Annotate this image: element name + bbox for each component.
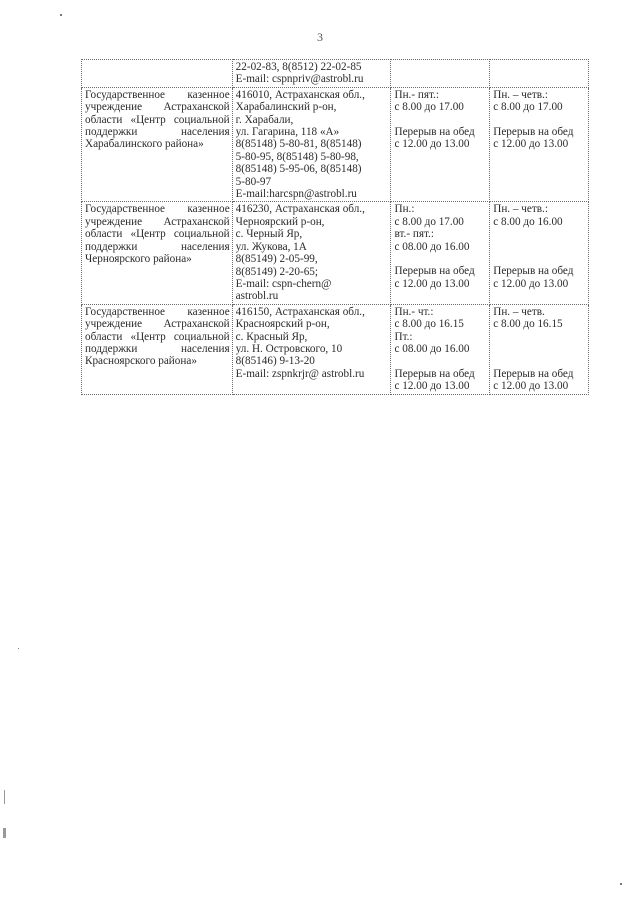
phone-line: 5-80-97 <box>235 175 272 188</box>
schedule-cell <box>490 87 589 202</box>
schedule-days: Пт.: <box>394 330 413 343</box>
schedule-cell <box>391 87 490 202</box>
phone-line: 8(85149) 2-05-99, <box>235 253 318 266</box>
schedule-hours: с 8.00 до 17.00 <box>493 101 563 114</box>
scan-speck <box>4 790 5 804</box>
org-cell: Государственное казенное учреждение Астраханской области «Центр социальной поддержки населения Черноярского района» <box>82 202 233 304</box>
scan-speck <box>620 883 622 885</box>
address-line: Харабалинский р-он, <box>235 101 337 114</box>
address-line: ул. Н. Островского, 10 <box>235 342 343 355</box>
schedule-days: Пн.- пят.: <box>394 88 439 101</box>
phone-line: 8(85148) 5-80-81, 8(85148) <box>235 138 362 151</box>
schedule-days: Пн. – четв.: <box>493 203 548 216</box>
address-cell <box>232 304 391 394</box>
org-cell: Государственное казенное учреждение Астраханской области «Центр социальной поддержки населения Харабалинского района» <box>82 87 233 202</box>
schedule-days: Пн. – четв.: <box>493 88 548 101</box>
break-hours: с 12.00 до 13.00 <box>493 380 569 393</box>
schedule-cell <box>490 202 589 304</box>
table-row <box>82 60 589 88</box>
address-line: Красноярский р-он, <box>235 318 330 331</box>
address-line: 22-02-83, 8(8512) 22-02-85 <box>235 61 362 73</box>
schedule-cell <box>490 304 589 394</box>
schedule-hours: с 8.00 до 16.15 <box>493 318 563 331</box>
break-hours: с 12.00 до 13.00 <box>394 380 470 393</box>
schedule-hours: с 8.00 до 17.00 <box>394 101 464 114</box>
org-cell: Государственное казенное учреждение Астраханской области «Центр социальной поддержки населения Красноярского района» <box>82 304 233 394</box>
email-line: E-mail:harcspn@astrobl.ru <box>235 188 357 201</box>
phone-line: 8(85148) 5-95-06, 8(85148) <box>235 163 362 176</box>
schedule-days: Пн.- чт.: <box>394 305 434 318</box>
address-line: 416150, Астраханская обл., <box>235 305 365 318</box>
schedule-days: Пн. – четв. <box>493 305 545 318</box>
schedule-days: вт.- пят.: <box>394 228 434 241</box>
scan-speck <box>18 648 19 649</box>
break-hours: с 12.00 до 13.00 <box>493 138 569 151</box>
address-line: с. Черный Яр, <box>235 228 303 241</box>
phone-line: 8(85146) 9-13-20 <box>235 355 315 368</box>
email-line: astrobl.ru <box>235 290 279 303</box>
schedule-hours: с 08.00 до 16.00 <box>394 342 470 355</box>
address-cell <box>232 202 391 304</box>
address-line: с. Красный Яр, <box>235 330 308 343</box>
schedule-hours: с 8.00 до 16.15 <box>394 318 464 331</box>
schedule-cell <box>391 60 490 88</box>
address-cell <box>232 87 391 202</box>
break-label: Перерыв на обед <box>493 126 574 139</box>
address-line: 416010, Астраханская обл., <box>235 88 365 101</box>
schedule-hours: с 8.00 до 16.00 <box>493 215 563 228</box>
page-number: 3 <box>317 30 323 44</box>
table-row <box>82 202 589 304</box>
break-label: Перерыв на обед <box>493 265 574 278</box>
break-label: Перерыв на обед <box>394 265 475 278</box>
address-line: г. Харабали, <box>235 113 294 126</box>
phone-line: 8(85149) 2-20-65; <box>235 265 319 278</box>
scan-speck <box>3 828 6 838</box>
email-line: E-mail: cspnpriv@astrobl.ru <box>235 73 364 86</box>
institutions-table <box>81 59 589 395</box>
email-line: E-mail: zspnkrjr@ astrobl.ru <box>235 367 365 380</box>
org-cell <box>82 60 233 88</box>
break-hours: с 12.00 до 13.00 <box>493 277 569 290</box>
schedule-hours: с 08.00 до 16.00 <box>394 240 470 253</box>
break-label: Перерыв на обед <box>394 367 475 380</box>
email-line: E-mail: cspn-chern@ <box>235 277 332 290</box>
break-label: Перерыв на обед <box>394 126 475 139</box>
table-row <box>82 304 589 394</box>
break-hours: с 12.00 до 13.00 <box>394 277 470 290</box>
schedule-cell <box>391 304 490 394</box>
address-line: ул. Гагарина, 118 «А» <box>235 126 340 139</box>
break-label: Перерыв на обед <box>493 367 574 380</box>
schedule-cell <box>490 60 589 88</box>
schedule-cell <box>391 202 490 304</box>
scan-speck <box>60 14 62 16</box>
address-line: 416230, Астраханская обл., <box>235 203 365 216</box>
break-hours: с 12.00 до 13.00 <box>394 138 470 151</box>
address-cell <box>232 60 391 88</box>
table-row <box>82 87 589 202</box>
address-line: ул. Жукова, 1А <box>235 240 307 253</box>
address-line: Черноярский р-он, <box>235 215 325 228</box>
schedule-hours: с 8.00 до 17.00 <box>394 215 464 228</box>
schedule-days: Пн.: <box>394 203 415 216</box>
phone-line: 5-80-95, 8(85148) 5-80-98, <box>235 150 359 163</box>
